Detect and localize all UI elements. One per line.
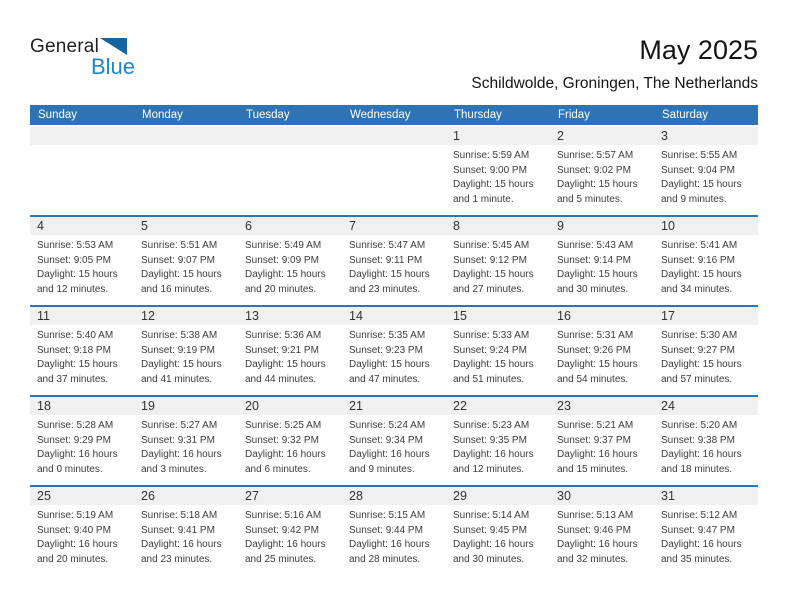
sunrise-line: Sunrise: 5:59 AM	[453, 150, 530, 161]
day-cell-3	[654, 145, 758, 208]
sunset-line: Sunset: 9:21 PM	[245, 344, 319, 356]
day-number-7: 7	[349, 219, 356, 233]
sunset-line: Sunset: 9:31 PM	[141, 434, 215, 446]
daylight-line: Daylight: 15 hours and 20 minutes.	[245, 269, 326, 296]
day-number-5: 5	[141, 219, 148, 233]
sunset-line: Sunset: 9:09 PM	[245, 254, 319, 266]
day-number-9: 9	[557, 219, 564, 233]
sunset-line: Sunset: 9:14 PM	[557, 254, 631, 266]
sunset-line: Sunset: 9:41 PM	[141, 524, 215, 536]
sunrise-line: Sunrise: 5:30 AM	[661, 330, 738, 341]
sunrise-line: Sunrise: 5:31 AM	[557, 330, 634, 341]
weekday-label-wednesday: Wednesday	[350, 109, 411, 121]
day-number-13: 13	[245, 309, 259, 323]
daylight-line: Daylight: 15 hours and 41 minutes.	[141, 359, 222, 386]
day-number-band	[30, 307, 758, 325]
sunset-line: Sunset: 9:35 PM	[453, 434, 527, 446]
day-number-19: 19	[141, 399, 155, 413]
sunrise-line: Sunrise: 5:28 AM	[37, 420, 114, 431]
sunset-line: Sunset: 9:18 PM	[37, 344, 111, 356]
day-cell-14	[342, 325, 446, 388]
sunrise-line: Sunrise: 5:25 AM	[245, 420, 322, 431]
day-detail-row	[30, 325, 758, 388]
daylight-line: Daylight: 15 hours and 30 minutes.	[557, 269, 638, 296]
sunset-line: Sunset: 9:05 PM	[37, 254, 111, 266]
sunrise-line: Sunrise: 5:13 AM	[557, 510, 634, 521]
day-number-30: 30	[557, 489, 571, 503]
sunrise-line: Sunrise: 5:27 AM	[141, 420, 218, 431]
page-title: May 2025	[639, 35, 758, 65]
week-row-5	[30, 485, 758, 575]
day-cell-18	[30, 415, 134, 478]
day-number-10: 10	[661, 219, 675, 233]
day-detail-row	[30, 145, 758, 208]
weekday-header-row	[30, 105, 758, 125]
sunset-line: Sunset: 9:12 PM	[453, 254, 527, 266]
daylight-line: Daylight: 16 hours and 9 minutes.	[349, 449, 430, 476]
day-cell-7	[342, 235, 446, 298]
sunrise-line: Sunrise: 5:43 AM	[557, 240, 634, 251]
daylight-line: Daylight: 16 hours and 23 minutes.	[141, 539, 222, 566]
day-number-24: 24	[661, 399, 675, 413]
sunrise-line: Sunrise: 5:53 AM	[37, 240, 114, 251]
daylight-line: Daylight: 16 hours and 18 minutes.	[661, 449, 742, 476]
day-number-25: 25	[37, 489, 51, 503]
day-cell-29	[446, 505, 550, 568]
sunset-line: Sunset: 9:38 PM	[661, 434, 735, 446]
logo	[30, 36, 136, 77]
day-number-4: 4	[37, 219, 44, 233]
weekday-label-thursday: Thursday	[454, 109, 502, 121]
day-number-28: 28	[349, 489, 363, 503]
sunset-line: Sunset: 9:29 PM	[37, 434, 111, 446]
week-row-4	[30, 395, 758, 485]
daylight-line: Daylight: 16 hours and 0 minutes.	[37, 449, 118, 476]
sunset-line: Sunset: 9:23 PM	[349, 344, 423, 356]
sunrise-line: Sunrise: 5:57 AM	[557, 150, 634, 161]
empty-day-cell	[30, 145, 134, 208]
day-cell-6	[238, 235, 342, 298]
day-number-16: 16	[557, 309, 571, 323]
sunset-line: Sunset: 9:45 PM	[453, 524, 527, 536]
sunrise-line: Sunrise: 5:55 AM	[661, 150, 738, 161]
day-number-22: 22	[453, 399, 467, 413]
day-number-band	[30, 487, 758, 505]
weekday-label-sunday: Sunday	[38, 109, 78, 121]
empty-day-number	[238, 127, 342, 145]
sunrise-line: Sunrise: 5:47 AM	[349, 240, 426, 251]
day-cell-23	[550, 415, 654, 478]
daylight-line: Daylight: 15 hours and 47 minutes.	[349, 359, 430, 386]
day-cell-10	[654, 235, 758, 298]
day-cell-4	[30, 235, 134, 298]
day-number-band	[30, 397, 758, 415]
daylight-line: Daylight: 16 hours and 3 minutes.	[141, 449, 222, 476]
logo-general-text: General	[30, 36, 99, 57]
sunrise-line: Sunrise: 5:36 AM	[245, 330, 322, 341]
day-cell-31	[654, 505, 758, 568]
daylight-line: Daylight: 16 hours and 28 minutes.	[349, 539, 430, 566]
daylight-line: Daylight: 15 hours and 23 minutes.	[349, 269, 430, 296]
daylight-line: Daylight: 15 hours and 54 minutes.	[557, 359, 638, 386]
sunset-line: Sunset: 9:40 PM	[37, 524, 111, 536]
sunset-line: Sunset: 9:27 PM	[661, 344, 735, 356]
empty-day-number	[134, 127, 238, 145]
day-cell-20	[238, 415, 342, 478]
sunset-line: Sunset: 9:32 PM	[245, 434, 319, 446]
title-block	[471, 33, 758, 94]
day-cell-5	[134, 235, 238, 298]
calendar-weeks	[30, 125, 758, 575]
week-row-3	[30, 305, 758, 395]
day-number-27: 27	[245, 489, 259, 503]
day-cell-17	[654, 325, 758, 388]
day-cell-1	[446, 145, 550, 208]
empty-day-cell	[342, 145, 446, 208]
sunrise-line: Sunrise: 5:38 AM	[141, 330, 218, 341]
day-number-23: 23	[557, 399, 571, 413]
sunset-line: Sunset: 9:16 PM	[661, 254, 735, 266]
day-cell-9	[550, 235, 654, 298]
daylight-line: Daylight: 16 hours and 30 minutes.	[453, 539, 534, 566]
daylight-line: Daylight: 16 hours and 35 minutes.	[661, 539, 742, 566]
day-number-1: 1	[453, 129, 460, 143]
daylight-line: Daylight: 15 hours and 37 minutes.	[37, 359, 118, 386]
sunrise-line: Sunrise: 5:45 AM	[453, 240, 530, 251]
daylight-line: Daylight: 15 hours and 57 minutes.	[661, 359, 742, 386]
day-number-26: 26	[141, 489, 155, 503]
sunset-line: Sunset: 9:24 PM	[453, 344, 527, 356]
day-number-18: 18	[37, 399, 51, 413]
daylight-line: Daylight: 15 hours and 51 minutes.	[453, 359, 534, 386]
sunrise-line: Sunrise: 5:20 AM	[661, 420, 738, 431]
day-detail-row	[30, 235, 758, 298]
empty-day-cell	[134, 145, 238, 208]
day-cell-11	[30, 325, 134, 388]
day-number-21: 21	[349, 399, 363, 413]
daylight-line: Daylight: 15 hours and 44 minutes.	[245, 359, 326, 386]
daylight-line: Daylight: 16 hours and 25 minutes.	[245, 539, 326, 566]
day-cell-28	[342, 505, 446, 568]
weekday-label-monday: Monday	[142, 109, 183, 121]
day-number-12: 12	[141, 309, 155, 323]
calendar-table	[30, 105, 758, 575]
sunset-line: Sunset: 9:04 PM	[661, 164, 735, 176]
week-row-1	[30, 125, 758, 215]
day-number-20: 20	[245, 399, 259, 413]
day-number-14: 14	[349, 309, 363, 323]
sunrise-line: Sunrise: 5:18 AM	[141, 510, 218, 521]
daylight-line: Daylight: 15 hours and 9 minutes.	[661, 179, 742, 206]
sunset-line: Sunset: 9:07 PM	[141, 254, 215, 266]
daylight-line: Daylight: 16 hours and 12 minutes.	[453, 449, 534, 476]
sunrise-line: Sunrise: 5:33 AM	[453, 330, 530, 341]
sunrise-line: Sunrise: 5:41 AM	[661, 240, 738, 251]
daylight-line: Daylight: 16 hours and 32 minutes.	[557, 539, 638, 566]
sunset-line: Sunset: 9:19 PM	[141, 344, 215, 356]
day-cell-15	[446, 325, 550, 388]
daylight-line: Daylight: 15 hours and 34 minutes.	[661, 269, 742, 296]
day-number-17: 17	[661, 309, 675, 323]
sunset-line: Sunset: 9:47 PM	[661, 524, 735, 536]
weekday-label-friday: Friday	[558, 109, 590, 121]
day-cell-26	[134, 505, 238, 568]
empty-day-cell	[238, 145, 342, 208]
day-detail-row	[30, 505, 758, 568]
sunset-line: Sunset: 9:44 PM	[349, 524, 423, 536]
day-cell-19	[134, 415, 238, 478]
week-row-2	[30, 215, 758, 305]
sunset-line: Sunset: 9:37 PM	[557, 434, 631, 446]
daylight-line: Daylight: 15 hours and 27 minutes.	[453, 269, 534, 296]
sunrise-line: Sunrise: 5:12 AM	[661, 510, 738, 521]
sunrise-line: Sunrise: 5:49 AM	[245, 240, 322, 251]
daylight-line: Daylight: 16 hours and 6 minutes.	[245, 449, 326, 476]
day-number-29: 29	[453, 489, 467, 503]
day-number-band	[30, 127, 758, 145]
day-cell-27	[238, 505, 342, 568]
page-subtitle: Schildwolde, Groningen, The Netherlands	[471, 75, 758, 92]
sunset-line: Sunset: 9:42 PM	[245, 524, 319, 536]
day-cell-12	[134, 325, 238, 388]
weekday-label-saturday: Saturday	[662, 109, 709, 121]
day-cell-21	[342, 415, 446, 478]
day-number-15: 15	[453, 309, 467, 323]
weekday-label-tuesday: Tuesday	[246, 109, 290, 121]
sunrise-line: Sunrise: 5:35 AM	[349, 330, 426, 341]
empty-day-number	[30, 127, 134, 145]
sunset-line: Sunset: 9:11 PM	[349, 254, 423, 266]
day-number-6: 6	[245, 219, 252, 233]
day-number-11: 11	[37, 309, 50, 323]
sunset-line: Sunset: 9:34 PM	[349, 434, 423, 446]
daylight-line: Daylight: 15 hours and 16 minutes.	[141, 269, 222, 296]
empty-day-number	[342, 127, 446, 145]
day-number-31: 31	[661, 489, 675, 503]
day-number-3: 3	[661, 129, 668, 143]
day-cell-25	[30, 505, 134, 568]
sunrise-line: Sunrise: 5:21 AM	[557, 420, 634, 431]
day-cell-22	[446, 415, 550, 478]
sunrise-line: Sunrise: 5:23 AM	[453, 420, 530, 431]
daylight-line: Daylight: 16 hours and 20 minutes.	[37, 539, 118, 566]
daylight-line: Daylight: 15 hours and 12 minutes.	[37, 269, 118, 296]
day-cell-30	[550, 505, 654, 568]
day-number-band	[30, 217, 758, 235]
day-cell-2	[550, 145, 654, 208]
logo-blue-text: Blue	[90, 54, 135, 79]
sunrise-line: Sunrise: 5:15 AM	[349, 510, 426, 521]
sunrise-line: Sunrise: 5:14 AM	[453, 510, 530, 521]
sunset-line: Sunset: 9:02 PM	[557, 164, 631, 176]
sunset-line: Sunset: 9:46 PM	[557, 524, 631, 536]
daylight-line: Daylight: 15 hours and 1 minute.	[453, 179, 534, 206]
sunrise-line: Sunrise: 5:24 AM	[349, 420, 426, 431]
sunrise-line: Sunrise: 5:19 AM	[37, 510, 114, 521]
day-cell-13	[238, 325, 342, 388]
day-cell-16	[550, 325, 654, 388]
day-number-8: 8	[453, 219, 460, 233]
sunrise-line: Sunrise: 5:40 AM	[37, 330, 114, 341]
daylight-line: Daylight: 15 hours and 5 minutes.	[557, 179, 638, 206]
day-number-2: 2	[557, 129, 564, 143]
day-cell-24	[654, 415, 758, 478]
sunrise-line: Sunrise: 5:51 AM	[141, 240, 218, 251]
day-cell-8	[446, 235, 550, 298]
sunrise-line: Sunrise: 5:16 AM	[245, 510, 322, 521]
day-detail-row	[30, 415, 758, 478]
sunset-line: Sunset: 9:00 PM	[453, 164, 527, 176]
sunset-line: Sunset: 9:26 PM	[557, 344, 631, 356]
daylight-line: Daylight: 16 hours and 15 minutes.	[557, 449, 638, 476]
